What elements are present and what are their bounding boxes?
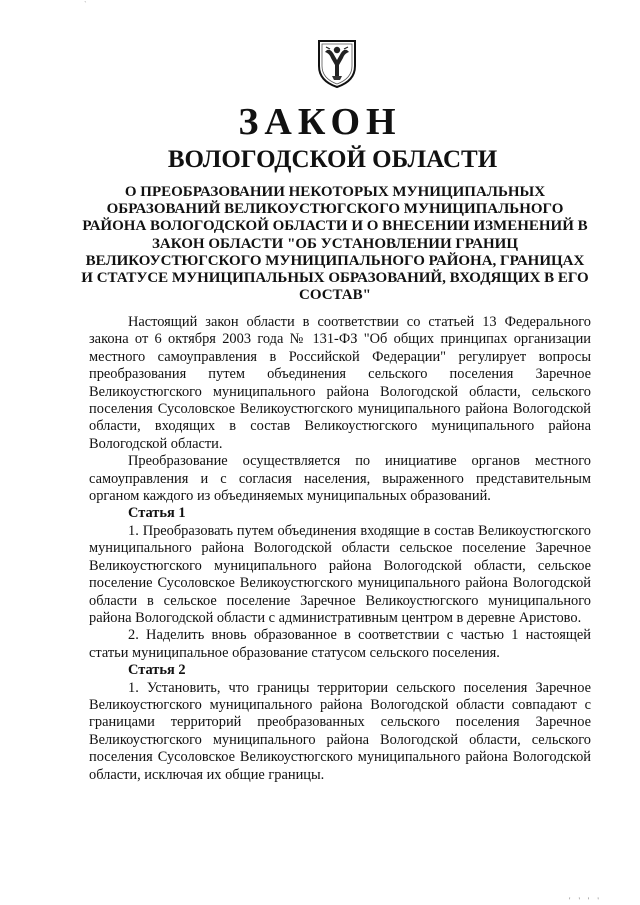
region-title: ВОЛОГОДСКОЙ ОБЛАСТИ xyxy=(167,146,498,173)
law-title: ЗАКОН xyxy=(238,101,402,143)
preamble-paragraph: Преобразование осуществляется по инициативе органов местного самоуправления и с согласия населения, выраженного представительным органом каждого из объединяемых муниципальных образований. xyxy=(89,453,591,505)
article-paragraph: 2. Наделить вновь образованное в соответствии с частью 1 настоящей статьи муниципальное образование статусом сельского поселения. xyxy=(89,627,591,661)
vologda-coat-of-arms-icon xyxy=(316,38,358,88)
article-heading: Статья 2 xyxy=(128,662,186,679)
scan-marks: ' ' ' ' xyxy=(569,896,602,905)
scan-mark: ` xyxy=(84,0,87,9)
article-paragraph: 1. Преобразовать путем объединения входящие в состав Великоустюгского муниципального района Вологодской области сельское поселение Заречное Великоустюгского муниципального района Вологодской области, сельское поселение Сусоловское Великоустюгского муниципального района Вологодской области в сельское поселение Заречное Великоустюгского муниципального района Вологодской области с административным центром в деревне Аристово. xyxy=(89,522,591,626)
preamble-paragraph: Настоящий закон области в соответствии со статьей 13 Федерального закона от 6 октября 2003 года № 131-ФЗ "Об общих принципах организации местного самоуправления в Российской Федерации" регулирует вопросы преобразования путем объединения сельского поселения Заречное Великоустюгского муниципального района Вологодской области, сельского поселения Сусоловское Великоустюгского муниципального района Вологодской области, входящих в состав Великоустюгского муниципального района Вологодской области. xyxy=(89,314,591,452)
article-heading: Статья 1 xyxy=(128,505,186,522)
law-body xyxy=(89,314,591,784)
article-paragraph: 1. Установить, что границы территории сельского поселения Заречное Великоустюгского муниципального района Вологодской области совпадают с границами территорий преобразованных сельского поселения Заречное Великоустюгского муниципального района Вологодской области, сельского поселения Сусоловское Великоустюгского муниципального района Вологодской области, исключая их общие границы. xyxy=(89,679,591,783)
law-name: О ПРЕОБРАЗОВАНИИ НЕКОТОРЫХ МУНИЦИПАЛЬНЫХ ОБРАЗОВАНИЙ ВЕЛИКОУСТЮГСКОГО МУНИЦИПАЛЬНОГО РАЙОНА ВОЛОГОДСКОЙ ОБЛАСТИ И О ВНЕСЕНИИ ИЗМЕНЕНИЙ В ЗАКОН ОБЛАСТИ "ОБ УСТАНОВЛЕНИИ ГРАНИЦ ВЕЛИКОУСТЮГСКОГО МУНИЦИПАЛЬНОГО РАЙОНА, ГРАНИЦАХ И СТАТУСЕ МУНИЦИПАЛЬНЫХ ОБРАЗОВАНИЙ, ВХОДЯЩИХ В ЕГО СОСТАВ" xyxy=(81,184,589,304)
